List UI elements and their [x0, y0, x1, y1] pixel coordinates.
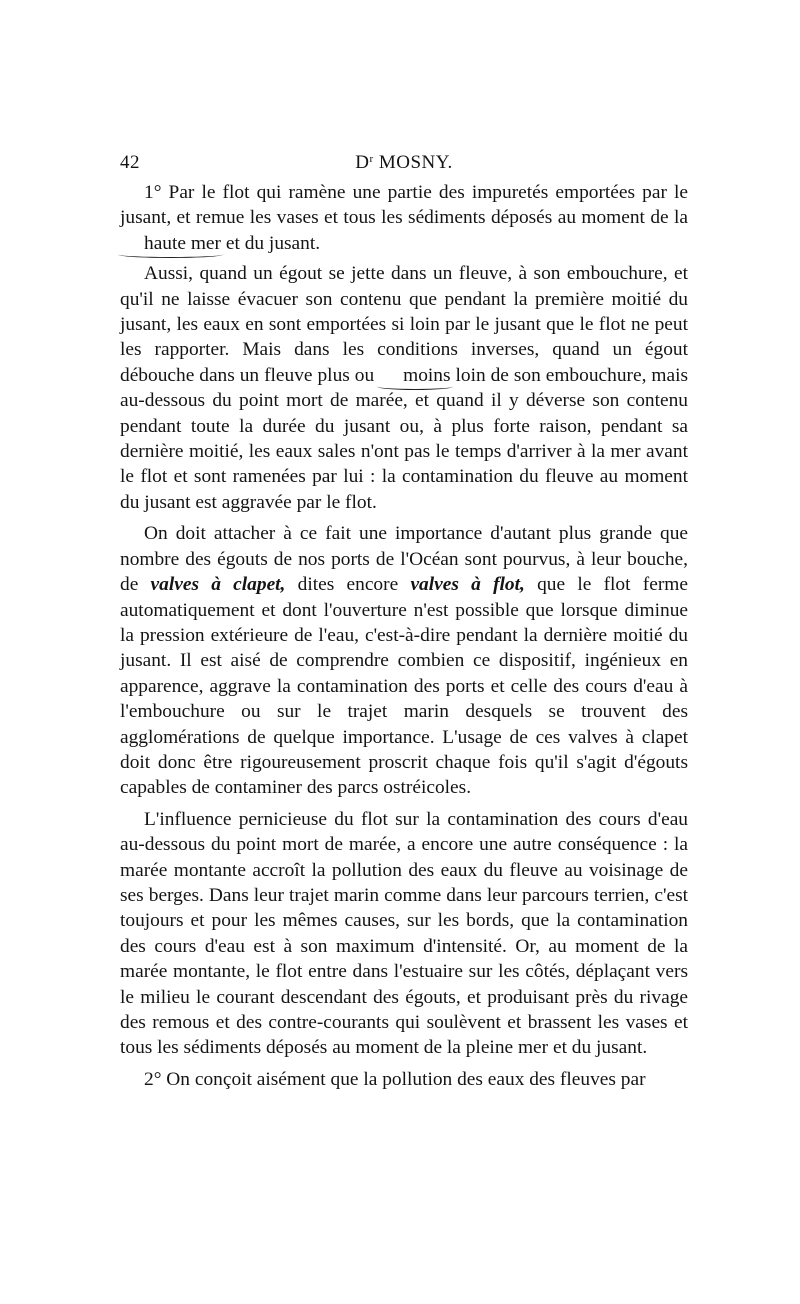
paragraph-5: 2° On conçoit aisément que la pollution des eaux des fleuves par: [144, 1068, 646, 1090]
paragraph-3-text-b: dites encore: [285, 574, 411, 596]
paragraph-2-text-b: loin de son embouchure, mais au-dessous du point mort de marée, et quand il y déverse son contenu pendant toute la durée du jusant ou, à plus forte raison, pendant sa dernière moitié, les eaux sales n'ont pas le temps d'arriver à la mer avant le flot et sont ramenées par lui : la contamination du fleuve au moment du jusant est aggravée par le flot.: [120, 364, 688, 513]
paragraph-1-text-b: et du jusant.: [221, 232, 321, 254]
paragraph-3-text-a: On doit attacher à ce fait une importance d'autant plus grande que nombre des égouts de nos ports de l'Océan sont pourvus, à leur bouche, de: [120, 523, 688, 596]
author-superscript: r: [369, 153, 374, 165]
paragraph-2-text-a: Aussi, quand un égout se jette dans un fleuve, à son embouchure, et qu'il ne laisse évacuer son contenu que pendant la première moitié du jusant, les eaux en sont emportées si loin par le jusant que le flot ne peut les rapporter. Mais dans les conditions inverses, quand un égout débouche dans un fleuve plus ou: [120, 263, 688, 386]
italic-valves-a-flot: valves à flot,: [410, 574, 525, 596]
running-head: [120, 152, 688, 176]
author-prefix: D: [355, 152, 370, 173]
body-text: [120, 180, 688, 1098]
handwritten-underline-moins: moins: [379, 363, 450, 388]
author-name: MOSNY.: [378, 152, 453, 173]
running-head-author: [120, 152, 688, 174]
paragraph-3: [120, 521, 688, 800]
paragraph-4: L'influence pernicieuse du flot sur la contamination des cours d'eau au-dessous du point mort de marée, a encore une autre conséquence : la marée montante accroît la pollution des eaux du fleuve au voisinage de ses berges. Dans leur trajet marin comme dans leur parcours terrien, c'est toujours et pour les mêmes causes, sur les bords, que la contamination des cours d'eau est à son maximum d'intensité. Or, au moment de la marée montante, le flot entre dans l'estuaire sur les côtés, déplaçant vers le milieu le courant descendant des égouts, et produisant près du rivage des remous et des contre-courants qui soulèvent et brassent les vases et tous les sédiments déposés au moment de la pleine mer et du jusant.: [120, 808, 688, 1059]
paragraph-3-text-c: que le flot ferme automatiquement et dont l'ouverture n'est possible que lorsque diminue la pression extérieure de l'eau, c'est-à-dire pendant la dernière moitié du jusant. Il est aisé de comprendre combien ce dispositif, ingénieux en apparence, aggrave la contamination des ports et celle des cours d'eau à l'embouchure ou sur le trajet marin desquels se trouvent des agglomérations de quelque importance. L'usage de ces valves à clapet doit donc être rigoureusement proscrit chaque fois qu'il s'agit d'égouts capables de contaminer des parcs ostréicoles.: [120, 574, 688, 799]
italic-valves-a-clapet: valves à clapet,: [150, 574, 286, 596]
paragraph-2: [120, 261, 688, 515]
paragraph-1: [120, 180, 688, 256]
page-number: 42: [120, 152, 140, 173]
handwritten-underline-haute-mer: haute mer: [120, 231, 221, 256]
paragraph-1-text-a: 1° Par le flot qui ramène une partie des impuretés emportées par le jusant, et remue les vases et tous les sédiments déposés au moment de la: [120, 182, 688, 229]
